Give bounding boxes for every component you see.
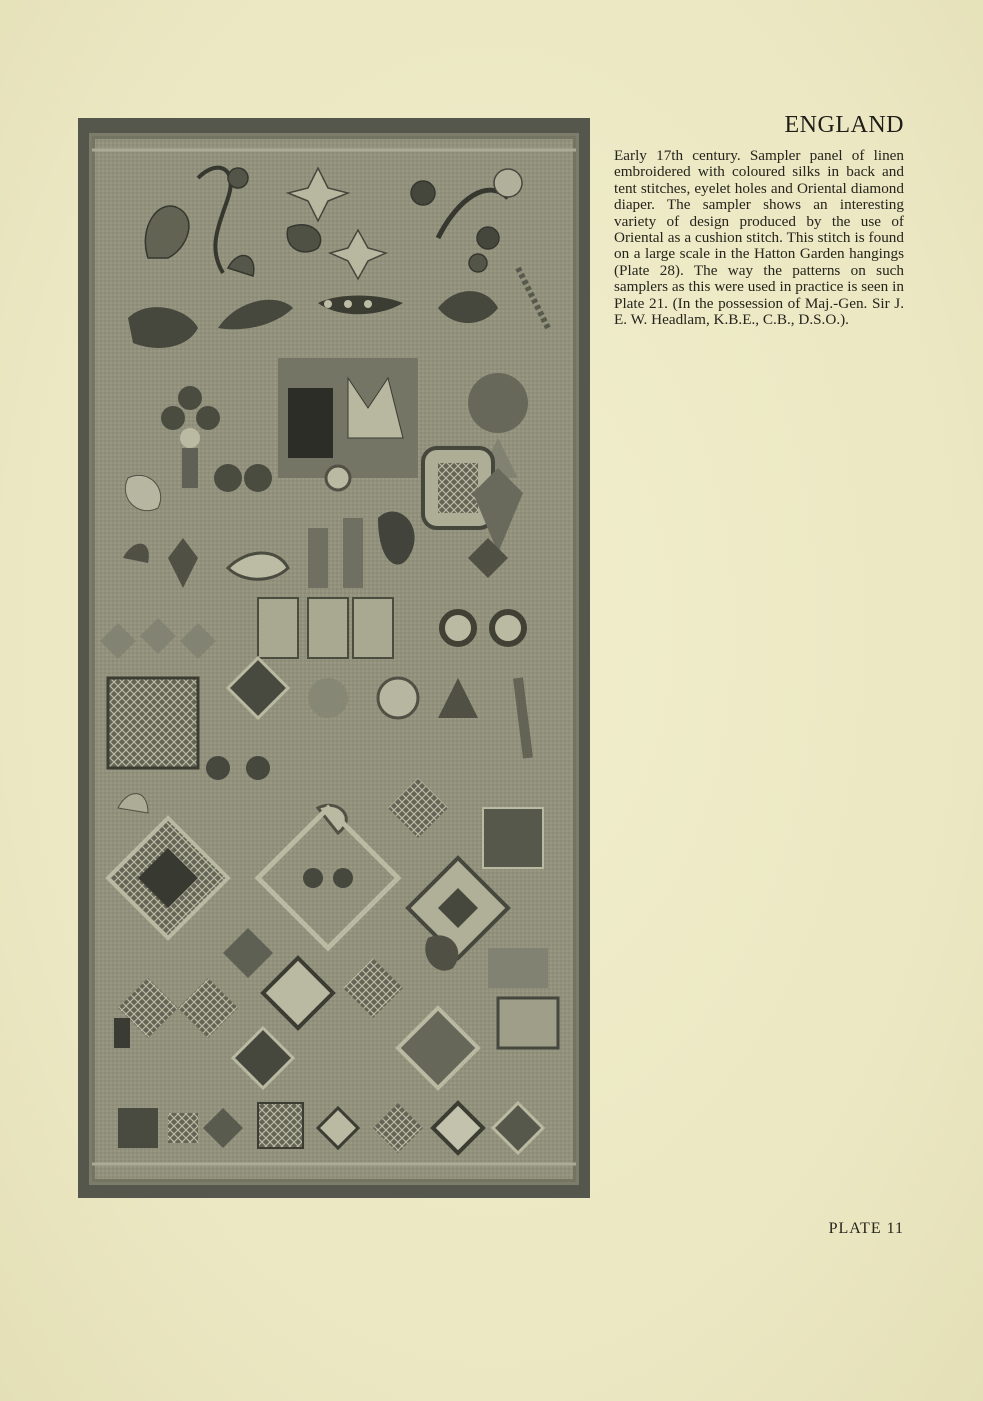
sampler-photograph — [78, 118, 590, 1198]
plate-caption: Early 17th century. Sampler panel of linen embroidered with coloured silks in back and tent stitches, eyelet holes and Oriental diamond diaper. The sampler shows an interesting variety of design produced by the use of Oriental as a cushion stitch. This stitch is found on a large scale in the Hatton Garden hangings (Plate 28). The way the patterns on such samplers as this were used in practice is seen in Plate 21. (In the possession of Maj.-Gen. Sir J. E. W. Headlam, K.B.E., C.B., D.S.O.). — [614, 147, 904, 329]
page-heading: ENGLAND — [784, 112, 904, 138]
sampler-image — [78, 118, 590, 1198]
plate-number: PLATE 11 — [828, 1220, 904, 1237]
